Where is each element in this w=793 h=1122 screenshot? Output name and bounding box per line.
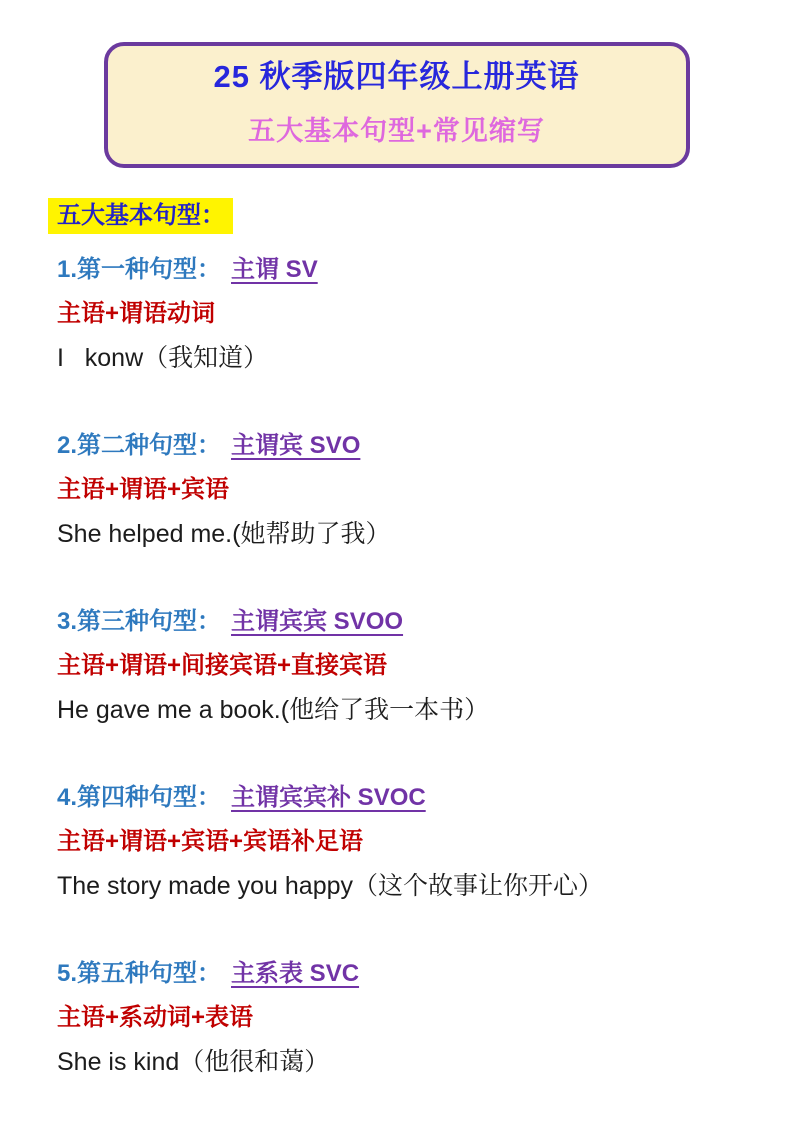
document-body [0,168,793,1084]
sentence-pattern-section-2 [48,424,753,556]
pattern-formula: 主语+系动词+表语 [57,1004,254,1031]
main-heading-highlighted: 五大基本句型： [48,198,233,234]
banner-subtitle: 五大基本句型+常见缩写 [248,116,545,146]
pattern-link: 主谓宾宾补 SVOC [231,784,426,811]
pattern-formula: 主语+谓语+间接宾语+直接宾语 [57,652,388,679]
pattern-number-label: 3.第三种句型： [57,608,222,635]
pattern-title-line [48,424,753,468]
pattern-example: She is kind（他很和蔼） [57,1048,330,1076]
sentence-pattern-section-1 [48,248,753,380]
banner-title: 25 秋季版四年级上册英语 [213,59,580,94]
pattern-formula: 主语+谓语+宾语+宾语补足语 [57,828,364,855]
pattern-title-line [48,776,753,820]
pattern-title-line [48,952,753,996]
sentence-pattern-section-5 [48,952,753,1084]
pattern-link: 主谓宾 SVO [231,432,361,459]
pattern-link: 主谓宾宾 SVOO [231,608,404,635]
pattern-title-line [48,600,753,644]
pattern-example: She helped me.(她帮助了我） [57,520,391,548]
pattern-link: 主系表 SVC [231,960,360,987]
pattern-example: I konw（我知道） [57,344,269,372]
header-banner [104,42,690,168]
pattern-number-label: 1.第一种句型： [57,256,222,283]
sentence-pattern-section-4 [48,776,753,908]
pattern-example: The story made you happy（这个故事让你开心） [57,872,603,900]
sentence-pattern-section-3 [48,600,753,732]
pattern-formula: 主语+谓语动词 [57,300,216,327]
pattern-number-label: 5.第五种句型： [57,960,222,987]
pattern-title-line [48,248,753,292]
pattern-number-label: 4.第四种句型： [57,784,222,811]
pattern-example: He gave me a book.(他给了我一本书） [57,696,490,724]
pattern-link: 主谓 SV [231,256,318,283]
pattern-number-label: 2.第二种句型： [57,432,222,459]
pattern-formula: 主语+谓语+宾语 [57,476,230,503]
